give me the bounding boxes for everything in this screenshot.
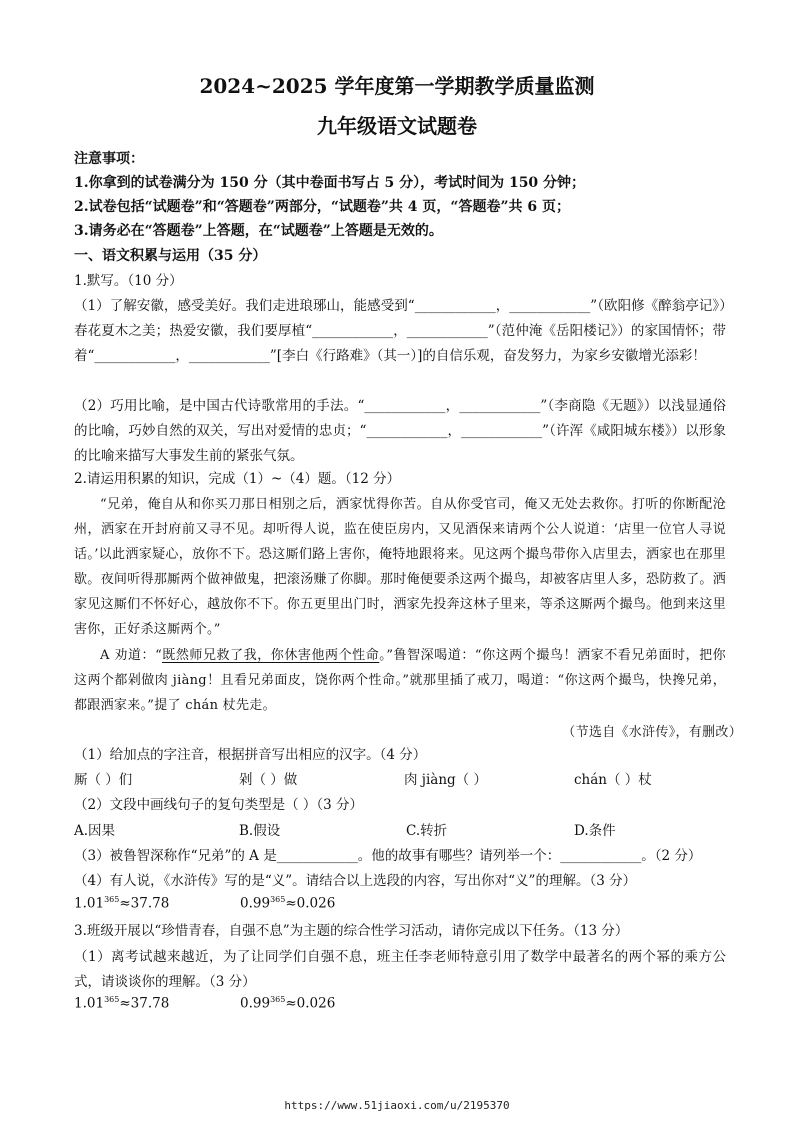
question-3-part-1: （1）离考试越来越近，为了让同学们自强不息，班主任李老师特意引用了数学中最著名的两个幂的乘方公式，请谈谈你的理解。（3 分） xyxy=(74,949,726,990)
formula-a: $1.01^{365}\approx 37.78$ xyxy=(74,995,170,1012)
passage-source: （节选自《水浒传》，有删改） xyxy=(562,725,742,740)
pinyin-item: 剁（ ）做 xyxy=(239,772,298,788)
sub-question-1-heading: （1）给加点的字注音，根据拼音写出相应的汉字。（4 分） xyxy=(74,747,427,763)
notice-item: 2.试卷包括“试题卷”和“答题卷”两部分，“试题卷”共 4 页，“答题卷”共 6 页； xyxy=(74,199,571,215)
passage-text: A 劝道：“ xyxy=(100,648,163,663)
exam-title: 2024~2025 学年度第一学期教学质量监测 xyxy=(199,74,595,98)
pinyin-item: 厮（ ）们 xyxy=(74,772,133,788)
formula-row xyxy=(74,895,730,917)
sub-question-3: （3）被鲁智深称作“兄弟”的 A 是____________。他的故事有哪些？请列举一个：____________。（2 分） xyxy=(74,848,702,864)
footer-url[interactable]: https://www.51jiaoxi.com/u/2195370 xyxy=(284,1099,510,1112)
option-c: C.转折 xyxy=(406,823,448,839)
section-heading: 一、语文积累与运用（35 分） xyxy=(74,248,267,264)
notice-item: 1.你拿到的试卷满分为 150 分（其中卷面书写占 5 分），考试时间为 150 分钟； xyxy=(74,175,586,191)
notice-heading: 注意事项： xyxy=(74,151,144,167)
question-1-part-2: （2）巧用比喻，是中国古代诗歌常用的手法。“____________，____________”（李商隐《无题》）以浅显通俗的比喻，巧妙自然的双关，写出对爱情的忠贞；“____________，____________”（许浑《咸阳城东楼》）以形象的比喻来描写大事发生前的紧张气氛。 xyxy=(74,398,726,464)
formula-b: $0.99^{365}\approx 0.026$ xyxy=(240,995,336,1012)
exam-subtitle: 九年级语文试题卷 xyxy=(317,114,477,138)
question-1-part-1: （1）了解安徽，感受美好。我们走进琅琊山，能感受到“____________，____________”（欧阳修《醉翁亭记》）春花夏木之美；热爱安徽，我们要厚植“____________，____________”（范仲淹《岳阳楼记》）的家国情怀；带着“____________，____________”[李白《行路难》（其一）]的自信乐观，奋发努力，为家乡安徽增光添彩！ xyxy=(74,298,726,364)
formula-a: $1.01^{365}\approx 37.78$ xyxy=(74,895,170,912)
pinyin-item: chán（ ）杖 xyxy=(574,772,652,788)
formula-b: $0.99^{365}\approx 0.026$ xyxy=(240,895,336,912)
notice-item: 3.请务必在“答题卷”上答题，在“试题卷”上答题是无效的。 xyxy=(74,223,443,239)
question-1-heading: 1.默写。（10 分） xyxy=(74,273,183,289)
passage-text: 。”鲁智深喝道：“你这两个撮鸟！洒家不看兄弟面时，把你这两个都剁做肉 jiàng！且看兄弟面皮，饶你两个性命。”就那里插了戒刀，喝道：“你这两个撮鸟，快搀兄弟，都跟洒家来。”提了 chán 杖先走。 xyxy=(74,648,726,713)
options-row xyxy=(74,819,730,841)
question-2-heading: 2.请运用积累的知识，完成（1）~（4）题。（12 分） xyxy=(74,471,401,487)
underlined-sentence: 既然师兄救了我，你休害他两个性命 xyxy=(162,648,380,663)
formula-row-repeat xyxy=(74,995,730,1017)
passage-paragraph-1: “兄弟，俺自从和你买刀那日相别之后，洒家忧得你苦。自从你受官司，俺又无处去救你。打听的你断配沧州，洒家在开封府前又寻不见。却听得人说，监在使臣房内，又见酒保来请两个公人说道：‘店里一位官人寻说话。’以此洒家疑心，放你不下。恐这厮们路上害你，俺特地跟将来。见这两个撮鸟带你入店里去，洒家也在那里歇。夜间听得那厮两个做神做鬼，把滚汤赚了你脚。那时俺便要杀这两个撮鸟，却被客店里人多，恐防救了。洒家见这厮们不怀好心，越放你不下。你五更里出门时，洒家先投奔这林子里来，等杀这厮两个撮鸟。他到来这里害你，正好杀这厮两个。” xyxy=(74,497,726,637)
option-b: B.假设 xyxy=(239,823,281,839)
sub-question-2-heading: （2）文段中画线句子的复句类型是（ ）（3 分） xyxy=(74,797,364,813)
pinyin-item: 肉 jiàng（ ） xyxy=(404,772,487,788)
option-d: D.条件 xyxy=(574,823,616,839)
question-3-heading: 3.班级开展以“珍惜青春，自强不息”为主题的综合性学习活动，请你完成以下任务。（13 分） xyxy=(74,923,629,939)
passage-paragraph-2 xyxy=(74,643,726,718)
option-a: A.因果 xyxy=(74,823,116,839)
pinyin-items-row xyxy=(74,768,730,790)
sub-question-4: （4）有人说，《水浒传》写的是“义”。请结合以上选段的内容，写出你对“义”的理解。（3 分） xyxy=(74,873,637,889)
